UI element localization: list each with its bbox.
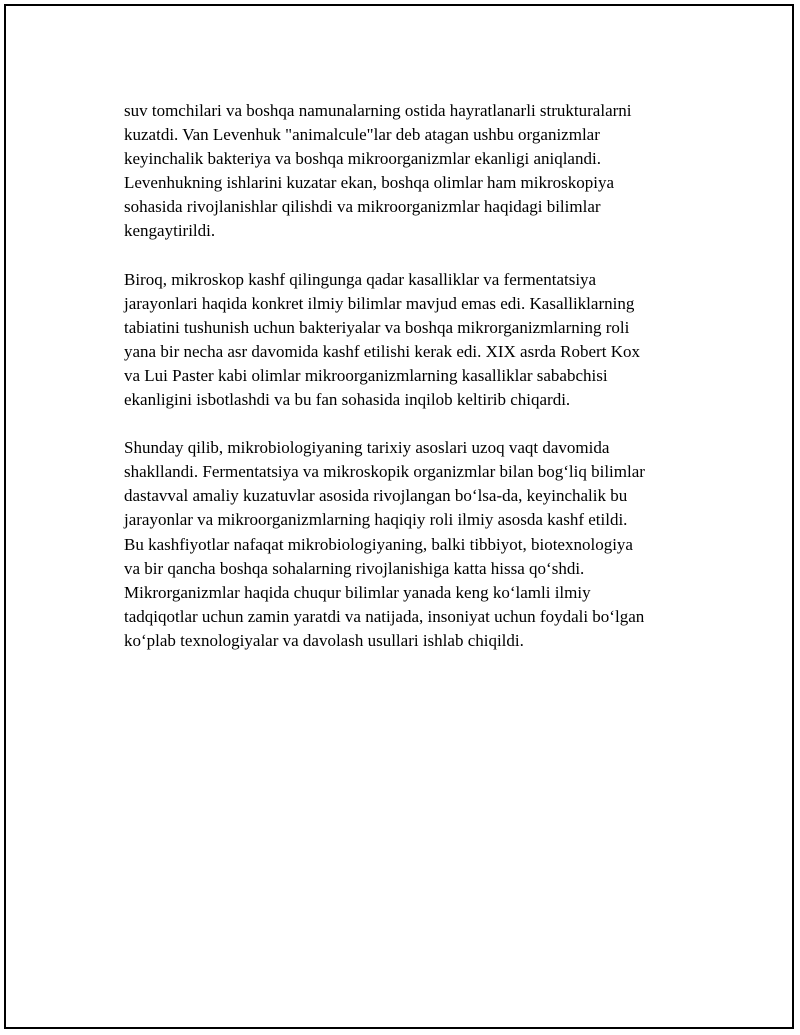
text-line: va Lui Paster kabi olimlar mikroorganizmlarning kasalliklar sababchisi <box>124 365 608 385</box>
text-line: sohasida rivojlanishlar qilishdi va mikroorganizmlar haqidagi bilimlar <box>124 197 601 217</box>
text-line: Mikrorganizmlar haqida chuqur bilimlar yanada keng ko‘lamli ilmiy <box>124 582 591 602</box>
text-line: Bu kashfiyotlar nafaqat mikrobiologiyaning, balki tibbiyot, biotexnologiya <box>124 534 633 554</box>
text-line: Shunday qilib, mikrobiologiyaning tarixiy asoslari uzoq vaqt davomida <box>124 438 610 458</box>
text-line: Biroq, mikroskop kashf qilingunga qadar kasalliklar va fermentatsiya <box>124 269 597 289</box>
paragraph-2 <box>124 268 704 413</box>
text-line: ko‘plab texnologiyalar va davolash usullari ishlab chiqildi. <box>124 630 524 650</box>
paragraph-1 <box>124 99 704 244</box>
text-line: yana bir necha asr davomida kashf etilishi kerak edi. XIX asrda Robert Kox <box>124 341 640 361</box>
text-line: keyinchalik bakteriya va boshqa mikroorganizmlar ekanligi aniqlandi. <box>124 149 601 169</box>
document-body <box>124 99 704 677</box>
text-line: jarayonlari haqida konkret ilmiy bilimlar mavjud emas edi. Kasalliklarning <box>124 293 635 313</box>
text-line: Levenhukning ishlarini kuzatar ekan, boshqa olimlar ham mikroskopiya <box>124 173 615 193</box>
text-line: dastavval amaliy kuzatuvlar asosida rivojlangan bo‘lsa-da, keyinchalik bu <box>124 486 628 506</box>
text-line: tadqiqotlar uchun zamin yaratdi va natijada, insoniyat uchun foydali bo‘lgan <box>124 606 645 626</box>
page-frame <box>4 4 794 1029</box>
text-line: va bir qancha boshqa sohalarning rivojlanishiga katta hissa qo‘shdi. <box>124 558 585 578</box>
text-line: suv tomchilari va boshqa namunalarning ostida hayratlanarli strukturalarni <box>124 101 632 120</box>
text-line: kengaytirildi. <box>124 221 216 241</box>
text-line: shakllandi. Fermentatsiya va mikroskopik organizmlar bilan bog‘liq bilimlar <box>124 462 645 482</box>
text-line: jarayonlar va mikroorganizmlarning haqiqiy roli ilmiy asosda kashf etildi. <box>124 510 628 530</box>
text-line: ekanligini isbotlashdi va bu fan sohasida inqilob keltirib chiqardi. <box>124 390 571 410</box>
text-line: tabiatini tushunish uchun bakteriyalar va boshqa mikrorganizmlarning roli <box>124 317 630 337</box>
text-line: kuzatdi. Van Levenhuk "animalcule"lar deb atagan ushbu organizmlar <box>124 125 600 145</box>
paragraph-3 <box>124 436 704 653</box>
